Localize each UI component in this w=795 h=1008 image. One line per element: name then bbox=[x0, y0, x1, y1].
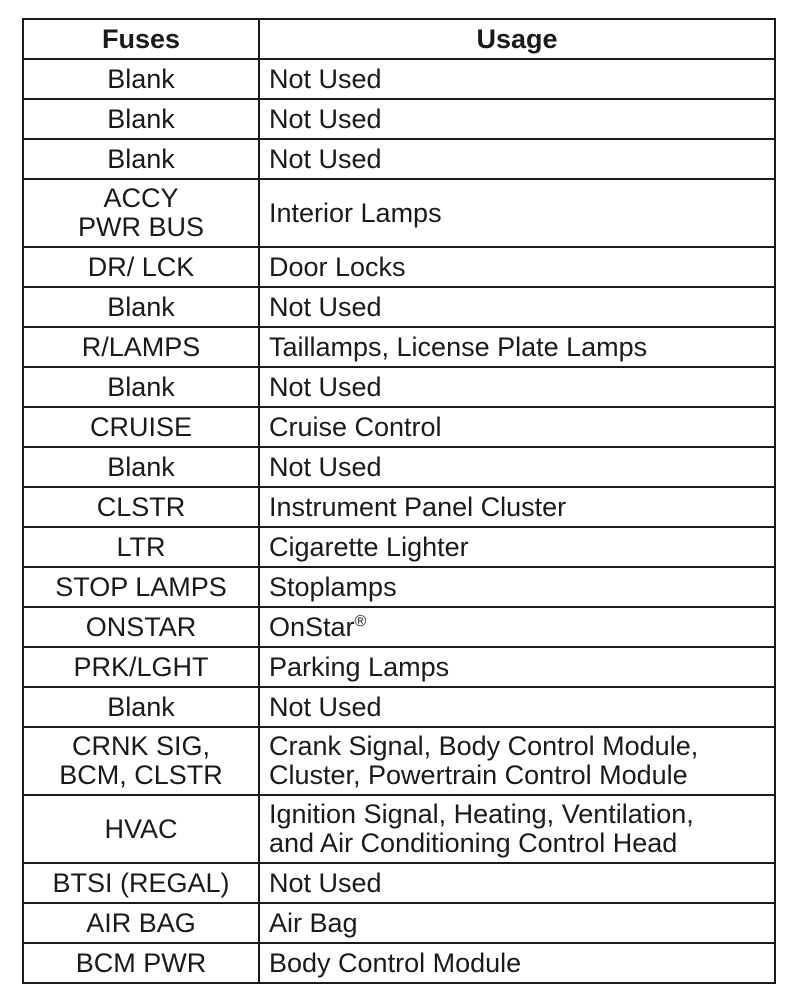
usage-cell: Taillamps, License Plate Lamps bbox=[259, 327, 775, 367]
usage-cell: Not Used bbox=[259, 287, 775, 327]
fuse-cell: Blank bbox=[23, 687, 259, 727]
table-row bbox=[23, 527, 775, 567]
usage-cell: Crank Signal, Body Control Module, Cluster, Powertrain Control Module bbox=[259, 727, 775, 795]
fuse-cell: Blank bbox=[23, 287, 259, 327]
usage-cell: Ignition Signal, Heating, Ventilation, and Air Conditioning Control Head bbox=[259, 795, 775, 863]
fuse-cell: STOP LAMPS bbox=[23, 567, 259, 607]
fuse-cell: DR/ LCK bbox=[23, 247, 259, 287]
table-row bbox=[23, 447, 775, 487]
usage-cell: Not Used bbox=[259, 447, 775, 487]
table-row bbox=[23, 59, 775, 99]
usage-cell: Air Bag bbox=[259, 903, 775, 943]
fuse-cell: ONSTAR bbox=[23, 607, 259, 647]
table-row bbox=[23, 287, 775, 327]
table-row bbox=[23, 367, 775, 407]
usage-cell: Interior Lamps bbox=[259, 179, 775, 247]
usage-cell: Parking Lamps bbox=[259, 647, 775, 687]
usage-cell: Not Used bbox=[259, 99, 775, 139]
fuse-cell: Blank bbox=[23, 447, 259, 487]
table-row bbox=[23, 247, 775, 287]
fuse-cell: Blank bbox=[23, 99, 259, 139]
fuse-cell: R/LAMPS bbox=[23, 327, 259, 367]
usage-cell: Door Locks bbox=[259, 247, 775, 287]
fuse-cell: AIR BAG bbox=[23, 903, 259, 943]
fuse-cell: CLSTR bbox=[23, 487, 259, 527]
fuse-cell: Blank bbox=[23, 367, 259, 407]
table-row bbox=[23, 647, 775, 687]
table-row bbox=[23, 567, 775, 607]
table-row bbox=[23, 607, 775, 647]
usage-cell: Not Used bbox=[259, 139, 775, 179]
registered-trademark-mark: ® bbox=[354, 612, 367, 630]
table-row bbox=[23, 687, 775, 727]
fuse-cell: BTSI (REGAL) bbox=[23, 863, 259, 903]
fuse-cell: CRNK SIG, BCM, CLSTR bbox=[23, 727, 259, 795]
table-row bbox=[23, 487, 775, 527]
table-row bbox=[23, 795, 775, 863]
table-row bbox=[23, 727, 775, 795]
fuse-cell: Blank bbox=[23, 139, 259, 179]
fuse-cell: PRK/LGHT bbox=[23, 647, 259, 687]
table-row bbox=[23, 943, 775, 983]
fuses-column-header: Fuses bbox=[23, 19, 259, 59]
usage-cell bbox=[259, 607, 775, 647]
usage-cell: Cruise Control bbox=[259, 407, 775, 447]
fuse-cell: BCM PWR bbox=[23, 943, 259, 983]
table-header-row bbox=[23, 19, 775, 59]
table-row bbox=[23, 99, 775, 139]
table-row bbox=[23, 407, 775, 447]
usage-cell: Cigarette Lighter bbox=[259, 527, 775, 567]
usage-cell: Not Used bbox=[259, 367, 775, 407]
table-row bbox=[23, 179, 775, 247]
fuse-cell: ACCY PWR BUS bbox=[23, 179, 259, 247]
table-row bbox=[23, 903, 775, 943]
fuse-cell: CRUISE bbox=[23, 407, 259, 447]
fuse-cell: Blank bbox=[23, 59, 259, 99]
table-row bbox=[23, 139, 775, 179]
usage-cell: Body Control Module bbox=[259, 943, 775, 983]
table-row bbox=[23, 327, 775, 367]
fuse-usage-table bbox=[22, 18, 776, 984]
usage-cell: Stoplamps bbox=[259, 567, 775, 607]
usage-cell: Not Used bbox=[259, 59, 775, 99]
fuse-cell: LTR bbox=[23, 527, 259, 567]
usage-cell: Instrument Panel Cluster bbox=[259, 487, 775, 527]
usage-column-header: Usage bbox=[259, 19, 775, 59]
table-row bbox=[23, 863, 775, 903]
usage-text: OnStar bbox=[269, 611, 355, 642]
fuse-cell: HVAC bbox=[23, 795, 259, 863]
usage-cell: Not Used bbox=[259, 863, 775, 903]
usage-cell: Not Used bbox=[259, 687, 775, 727]
